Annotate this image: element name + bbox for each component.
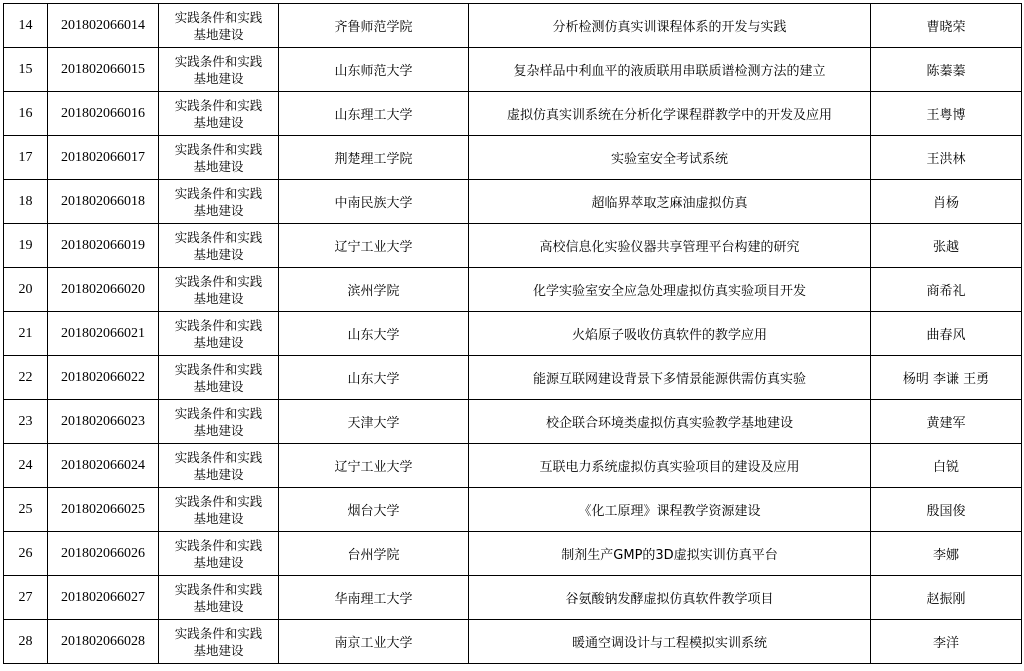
row-number: 24 (18, 457, 33, 473)
school-name: 天津大学 (347, 416, 400, 431)
row-number: 28 (18, 633, 33, 649)
row-number: 14 (18, 17, 33, 33)
project-leader: 李娜 (932, 548, 959, 563)
project-title: 互联电力系统虚拟仿真实验项目的建设及应用 (539, 460, 800, 475)
row-number-cell (4, 620, 48, 664)
project-title-cell (469, 268, 871, 312)
row-number-cell (4, 268, 48, 312)
school-name: 华南理工大学 (334, 592, 413, 607)
school-name-cell (279, 4, 469, 48)
table-row (4, 400, 1022, 444)
school-name: 滨州学院 (347, 284, 400, 299)
project-category: 实践条件和实践基地建设 (174, 273, 263, 306)
table-row (4, 136, 1022, 180)
project-title-cell (469, 136, 871, 180)
project-id: 201802066014 (61, 17, 145, 33)
project-id-cell (48, 136, 159, 180)
row-number-cell (4, 488, 48, 532)
project-leader-cell (871, 4, 1022, 48)
project-category: 实践条件和实践基地建设 (174, 53, 263, 86)
row-number-cell (4, 356, 48, 400)
project-title-cell (469, 356, 871, 400)
school-name-cell (279, 488, 469, 532)
row-number: 27 (18, 589, 33, 605)
school-name-cell (279, 620, 469, 664)
project-category-cell (159, 224, 279, 268)
row-number-cell (4, 92, 48, 136)
project-id-cell (48, 576, 159, 620)
project-leader-cell (871, 92, 1022, 136)
row-number-cell (4, 444, 48, 488)
school-name: 山东师范大学 (334, 64, 413, 79)
school-name-cell (279, 224, 469, 268)
table-row (4, 48, 1022, 92)
project-id: 201802066024 (61, 457, 145, 473)
school-name: 台州学院 (347, 548, 400, 563)
row-number: 16 (18, 105, 33, 121)
project-id-cell (48, 4, 159, 48)
project-id: 201802066018 (61, 193, 145, 209)
project-category-cell (159, 532, 279, 576)
project-title: 谷氨酸钠发酵虚拟仿真软件教学项目 (565, 592, 774, 607)
table-row (4, 576, 1022, 620)
project-title: 高校信息化实验仪器共享管理平台构建的研究 (539, 240, 800, 255)
project-id-cell (48, 620, 159, 664)
project-title: 超临界萃取芝麻油虚拟仿真 (591, 196, 748, 211)
school-name-cell (279, 180, 469, 224)
project-category-cell (159, 400, 279, 444)
row-number-cell (4, 48, 48, 92)
project-leader-cell (871, 400, 1022, 444)
project-category-cell (159, 136, 279, 180)
school-name: 山东理工大学 (334, 108, 413, 123)
project-id: 201802066028 (61, 633, 145, 649)
school-name: 山东大学 (347, 328, 400, 343)
project-category: 实践条件和实践基地建设 (174, 141, 263, 174)
project-category: 实践条件和实践基地建设 (174, 361, 263, 394)
project-title-cell (469, 400, 871, 444)
project-leader: 杨明 李谦 王勇 (902, 372, 990, 387)
row-number-cell (4, 312, 48, 356)
project-table (3, 3, 1022, 664)
row-number: 20 (18, 281, 33, 297)
school-name: 辽宁工业大学 (334, 240, 413, 255)
table-row (4, 532, 1022, 576)
project-leader-cell (871, 488, 1022, 532)
project-leader-cell (871, 180, 1022, 224)
project-id-cell (48, 488, 159, 532)
row-number: 15 (18, 61, 33, 77)
row-number: 25 (18, 501, 33, 517)
project-id: 201802066019 (61, 237, 145, 253)
table-row (4, 444, 1022, 488)
project-category: 实践条件和实践基地建设 (174, 317, 263, 350)
table-row (4, 488, 1022, 532)
school-name: 烟台大学 (347, 504, 400, 519)
project-leader-cell (871, 48, 1022, 92)
project-leader: 王粤博 (926, 108, 966, 123)
project-leader-cell (871, 576, 1022, 620)
project-id-cell (48, 444, 159, 488)
project-title-cell (469, 180, 871, 224)
project-title: 实验室安全考试系统 (610, 152, 728, 167)
row-number-cell (4, 4, 48, 48)
project-category: 实践条件和实践基地建设 (174, 493, 263, 526)
table-row (4, 224, 1022, 268)
row-number-cell (4, 532, 48, 576)
project-id: 201802066016 (61, 105, 145, 121)
project-id-cell (48, 48, 159, 92)
project-leader-cell (871, 620, 1022, 664)
project-title: 复杂样品中利血平的液质联用串联质谱检测方法的建立 (513, 64, 826, 79)
project-category-cell (159, 444, 279, 488)
project-category: 实践条件和实践基地建设 (174, 229, 263, 262)
project-id-cell (48, 268, 159, 312)
school-name: 中南民族大学 (334, 196, 413, 211)
project-leader-cell (871, 136, 1022, 180)
school-name: 山东大学 (347, 372, 400, 387)
project-id: 201802066023 (61, 413, 145, 429)
project-leader: 殷国俊 (926, 504, 966, 519)
project-id: 201802066021 (61, 325, 145, 341)
project-category: 实践条件和实践基地建设 (174, 581, 263, 614)
school-name-cell (279, 92, 469, 136)
project-title: 制剂生产GMP的3D虚拟实训仿真平台 (561, 548, 778, 563)
project-leader: 赵振刚 (926, 592, 966, 607)
school-name: 齐鲁师范学院 (334, 20, 413, 35)
project-title-cell (469, 312, 871, 356)
school-name-cell (279, 356, 469, 400)
project-title: 分析检测仿真实训课程体系的开发与实践 (552, 20, 787, 35)
project-id-cell (48, 92, 159, 136)
project-leader-cell (871, 312, 1022, 356)
project-leader-cell (871, 224, 1022, 268)
row-number: 19 (18, 237, 33, 253)
project-id-cell (48, 180, 159, 224)
row-number: 21 (18, 325, 33, 341)
project-id: 201802066026 (61, 545, 145, 561)
school-name: 南京工业大学 (334, 636, 413, 651)
project-category: 实践条件和实践基地建设 (174, 97, 263, 130)
row-number-cell (4, 224, 48, 268)
table-row (4, 356, 1022, 400)
project-leader: 黄建军 (926, 416, 966, 431)
project-title-cell (469, 224, 871, 268)
row-number: 23 (18, 413, 33, 429)
project-title-cell (469, 444, 871, 488)
table-row (4, 180, 1022, 224)
project-category: 实践条件和实践基地建设 (174, 405, 263, 438)
project-title: 《化工原理》课程教学资源建设 (578, 504, 761, 519)
project-id: 201802066020 (61, 281, 145, 297)
project-title-cell (469, 576, 871, 620)
project-leader: 商希礼 (926, 284, 966, 299)
project-leader: 李洋 (932, 636, 959, 651)
project-id-cell (48, 400, 159, 444)
school-name-cell (279, 532, 469, 576)
project-id-cell (48, 356, 159, 400)
table-row (4, 4, 1022, 48)
project-title: 火焰原子吸收仿真软件的教学应用 (571, 328, 767, 343)
row-number: 22 (18, 369, 33, 385)
school-name: 辽宁工业大学 (334, 460, 413, 475)
table-row (4, 620, 1022, 664)
project-title: 暖通空调设计与工程模拟实训系统 (571, 636, 767, 651)
project-category-cell (159, 576, 279, 620)
project-title-cell (469, 532, 871, 576)
project-category: 实践条件和实践基地建设 (174, 9, 263, 42)
project-id: 201802066017 (61, 149, 145, 165)
project-category-cell (159, 356, 279, 400)
row-number-cell (4, 136, 48, 180)
project-id: 201802066025 (61, 501, 145, 517)
table-row (4, 268, 1022, 312)
row-number-cell (4, 576, 48, 620)
row-number: 26 (18, 545, 33, 561)
project-leader: 曲春风 (926, 328, 966, 343)
project-category-cell (159, 488, 279, 532)
project-id-cell (48, 312, 159, 356)
school-name-cell (279, 444, 469, 488)
table-row (4, 312, 1022, 356)
project-id-cell (48, 532, 159, 576)
school-name-cell (279, 136, 469, 180)
table-body (4, 4, 1022, 664)
project-leader: 白锐 (932, 460, 959, 475)
project-category: 实践条件和实践基地建设 (174, 537, 263, 570)
school-name-cell (279, 400, 469, 444)
project-title-cell (469, 620, 871, 664)
row-number: 17 (18, 149, 33, 165)
project-leader-cell (871, 532, 1022, 576)
project-category: 实践条件和实践基地建设 (174, 449, 263, 482)
project-title-cell (469, 4, 871, 48)
school-name: 荆楚理工学院 (334, 152, 413, 167)
project-category-cell (159, 180, 279, 224)
project-id: 201802066015 (61, 61, 145, 77)
project-id-cell (48, 224, 159, 268)
project-category-cell (159, 268, 279, 312)
project-leader-cell (871, 268, 1022, 312)
table-row (4, 92, 1022, 136)
project-title-cell (469, 92, 871, 136)
project-leader: 肖杨 (932, 196, 959, 211)
project-category-cell (159, 4, 279, 48)
row-number-cell (4, 180, 48, 224)
project-leader: 王洪林 (926, 152, 966, 167)
project-title-cell (469, 488, 871, 532)
row-number: 18 (18, 193, 33, 209)
project-category-cell (159, 48, 279, 92)
project-category-cell (159, 312, 279, 356)
school-name-cell (279, 268, 469, 312)
project-category-cell (159, 92, 279, 136)
project-leader: 张越 (932, 240, 959, 255)
project-category: 实践条件和实践基地建设 (174, 625, 263, 658)
school-name-cell (279, 312, 469, 356)
row-number-cell (4, 400, 48, 444)
project-title: 校企联合环境类虚拟仿真实验教学基地建设 (545, 416, 793, 431)
project-title-cell (469, 48, 871, 92)
school-name-cell (279, 576, 469, 620)
project-title: 化学实验室安全应急处理虚拟仿真实验项目开发 (532, 284, 806, 299)
project-leader: 曹晓荣 (926, 20, 966, 35)
project-leader-cell (871, 444, 1022, 488)
project-category-cell (159, 620, 279, 664)
project-title: 能源互联网建设背景下多情景能源供需仿真实验 (532, 372, 806, 387)
project-id: 201802066027 (61, 589, 145, 605)
project-title: 虚拟仿真实训系统在分析化学课程群教学中的开发及应用 (506, 108, 832, 123)
school-name-cell (279, 48, 469, 92)
project-leader-cell (871, 356, 1022, 400)
project-leader: 陈蓁蓁 (926, 64, 966, 79)
project-id: 201802066022 (61, 369, 145, 385)
project-category: 实践条件和实践基地建设 (174, 185, 263, 218)
